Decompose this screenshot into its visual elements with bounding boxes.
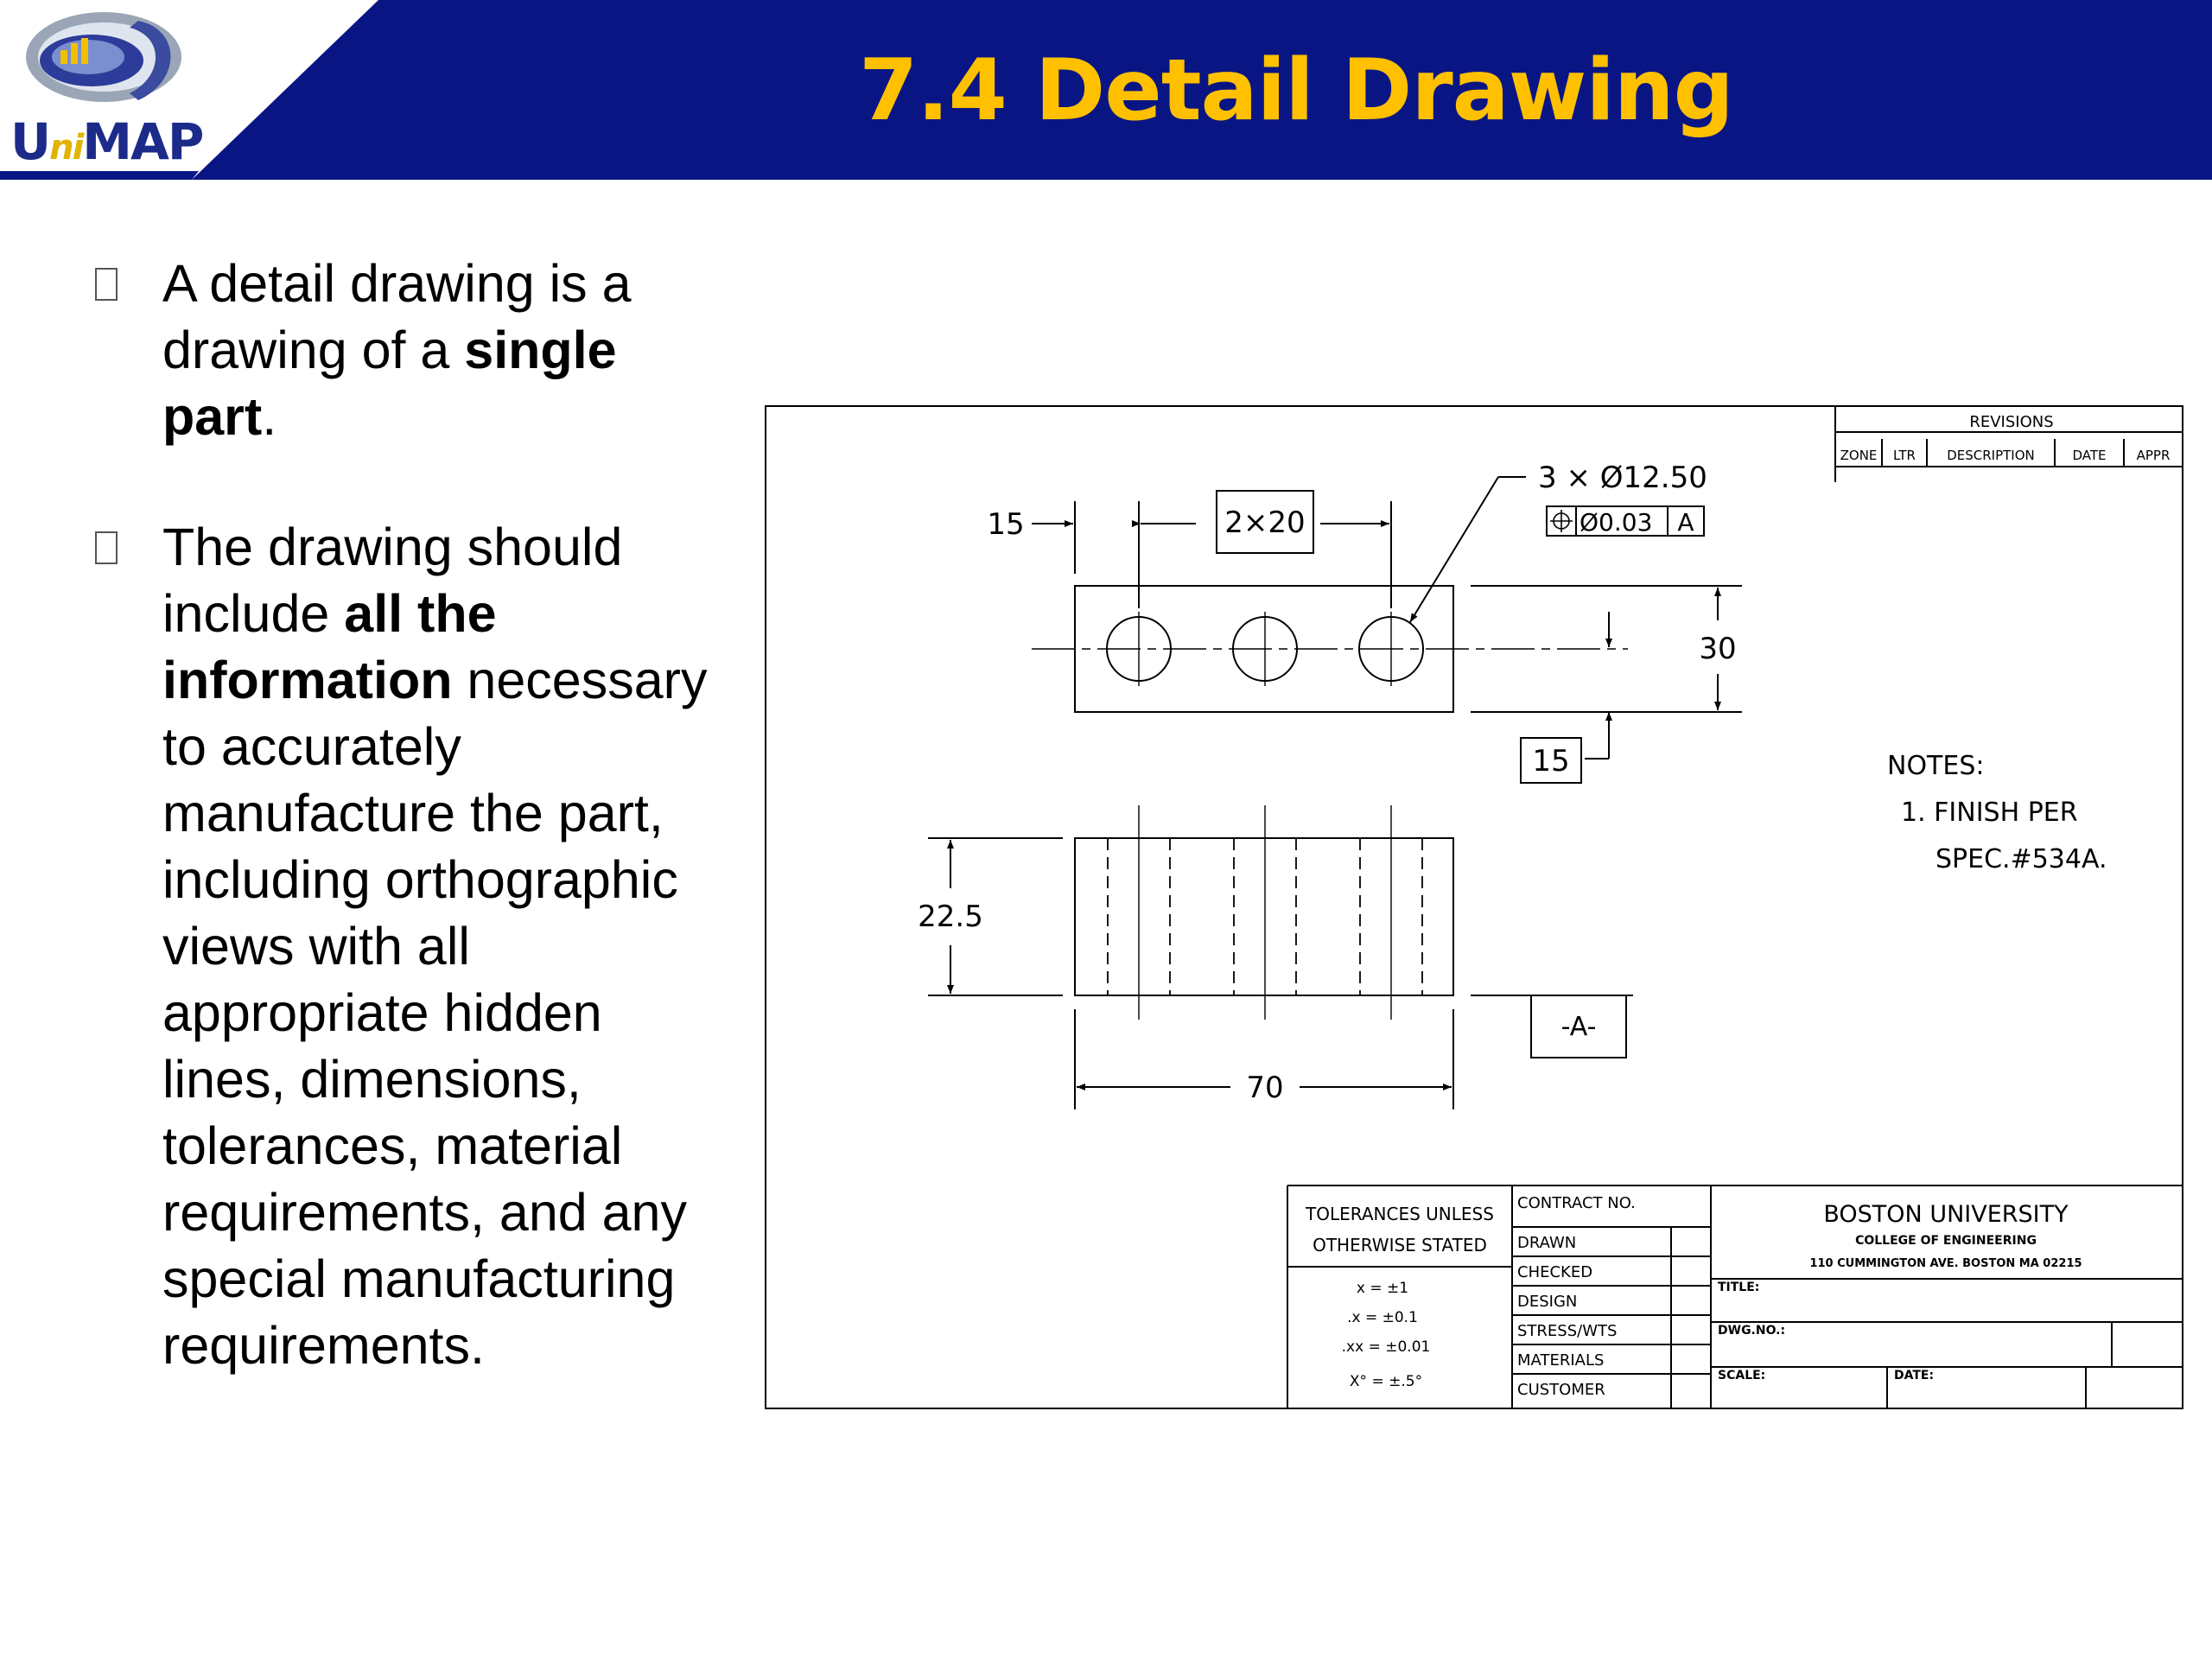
logo-wordmark: UniMAP xyxy=(10,112,203,171)
datum-label: -A- xyxy=(1560,1012,1597,1042)
revision-column: DESCRIPTION xyxy=(1947,448,2035,463)
hole-callout: 3 × Ø12.50 xyxy=(1538,461,1707,495)
tolerance-heading: TOLERANCES UNLESS xyxy=(1306,1204,1494,1224)
date-label: DATE: xyxy=(1894,1369,1935,1382)
bullet-item xyxy=(86,514,709,1379)
dim-hole-spacing: 2×20 xyxy=(1224,505,1306,540)
title-block-field: MATERIALS xyxy=(1517,1351,1605,1370)
dim-left-offset: 15 xyxy=(987,507,1025,542)
title-label: TITLE: xyxy=(1718,1281,1760,1294)
dim-thickness: 22.5 xyxy=(918,899,983,934)
title-block-field: DESIGN xyxy=(1517,1293,1578,1311)
tolerance-value: .xx = ±0.01 xyxy=(1341,1338,1431,1356)
revision-column: LTR xyxy=(1893,448,1916,463)
notes-heading: NOTES: xyxy=(1887,751,1985,781)
position-tolerance: Ø0.03 xyxy=(1580,508,1653,537)
detail-drawing xyxy=(764,404,2186,1410)
tolerance-value: X° = ±.5° xyxy=(1349,1373,1423,1390)
revision-column: DATE xyxy=(2072,448,2107,463)
bullet-box-icon xyxy=(95,268,118,301)
title-block-field: DRAWN xyxy=(1517,1234,1577,1252)
title-block-field: CHECKED xyxy=(1517,1263,1593,1281)
dim-bottom-offset: 15 xyxy=(1532,744,1570,779)
college-name: COLLEGE OF ENGINEERING xyxy=(1855,1234,2037,1248)
title-block-field: CONTRACT NO. xyxy=(1517,1194,1636,1212)
dwg-label: DWG.NO.: xyxy=(1718,1324,1786,1338)
bullet-box-icon xyxy=(95,531,118,564)
scale-label: SCALE: xyxy=(1718,1369,1766,1382)
tolerance-heading: OTHERWISE STATED xyxy=(1313,1235,1487,1255)
title-block-field: STRESS/WTS xyxy=(1517,1322,1618,1340)
tolerance-value: x = ±1 xyxy=(1356,1280,1409,1297)
bullet-item xyxy=(86,251,709,450)
slide-title: 7.4 Detail Drawing xyxy=(859,41,1733,140)
company-address: 110 CUMMINGTON AVE. BOSTON MA 02215 xyxy=(1809,1257,2082,1270)
datum-reference: A xyxy=(1677,508,1694,537)
bullet-list xyxy=(86,251,709,1443)
revision-column: APPR xyxy=(2136,448,2171,463)
revisions-header: REVISIONS xyxy=(1969,413,2054,431)
front-view-outline xyxy=(1075,838,1453,995)
title-block-field: CUSTOMER xyxy=(1517,1381,1605,1399)
bullet-text: The drawing should include all the information necessary to accurately manufacture the part, including orthographic views with all appropriate hidden lines, dimensions, tolerances, material requirements, and any special manufacturing requirements. xyxy=(162,518,708,1375)
dim-height: 30 xyxy=(1699,632,1737,666)
notes-line: SPEC.#534A. xyxy=(1936,844,2107,874)
revision-column: ZONE xyxy=(1840,448,1878,463)
tolerance-value: .x = ±0.1 xyxy=(1347,1309,1418,1326)
slide-header xyxy=(0,0,2212,180)
dim-length: 70 xyxy=(1246,1071,1284,1105)
notes-line: 1. FINISH PER xyxy=(1901,798,2078,828)
company-name: BOSTON UNIVERSITY xyxy=(1823,1201,2069,1228)
bullet-text: A detail drawing is a drawing of a single part. xyxy=(162,254,632,446)
